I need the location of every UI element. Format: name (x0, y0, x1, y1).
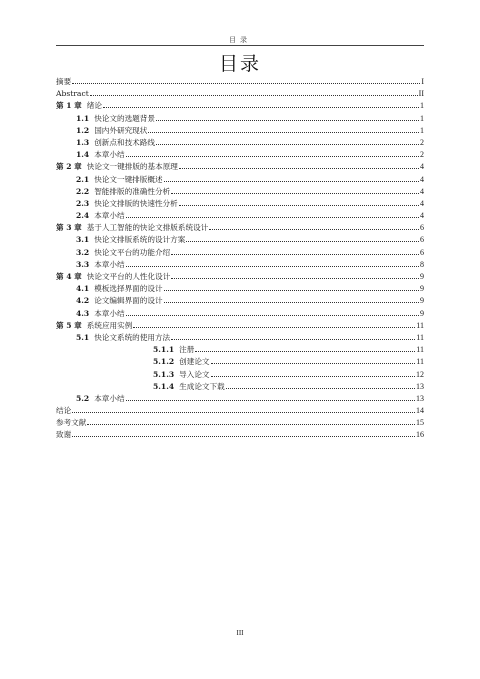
header-rule (56, 45, 424, 46)
toc-entry[interactable] (56, 308, 424, 320)
toc-dot-leader (126, 156, 419, 157)
toc-dot-leader (87, 424, 415, 425)
toc-entry[interactable] (56, 429, 424, 441)
toc-entry[interactable] (56, 259, 424, 271)
toc-entry[interactable] (56, 88, 424, 100)
toc-entry-label: 本章小结 (94, 393, 125, 403)
toc-entry[interactable] (56, 113, 424, 125)
toc-entry-page: 8 (420, 259, 424, 269)
toc-entry[interactable] (56, 369, 424, 381)
toc-entry-label: 基于人工智能的快论文排版系统设计 (86, 223, 209, 233)
toc-entry[interactable] (56, 174, 424, 186)
toc-entry-page: I (421, 77, 424, 86)
toc-entry[interactable] (56, 186, 424, 198)
toc-entry-page: II (418, 89, 424, 99)
toc-entry-page: 6 (420, 247, 424, 257)
toc-dot-leader (90, 95, 418, 96)
toc-entry[interactable] (56, 161, 424, 173)
toc-entry-number: 1.1 (76, 113, 90, 123)
toc-dot-leader (72, 412, 415, 413)
toc-entry-page: 9 (420, 308, 424, 318)
toc-entry-label: 论文编辑界面的设计 (94, 296, 163, 306)
toc-entry-page: 4 (420, 211, 424, 221)
toc-entry-label: 创建论文 (179, 357, 210, 367)
toc-entry-label: 生成论文下载 (179, 381, 225, 391)
toc-dot-leader (164, 181, 419, 182)
toc-entry-number: 3.1 (76, 235, 90, 245)
toc-entry-number: 5.1.4 (153, 381, 175, 391)
toc-entry-label: 本章小结 (94, 259, 125, 269)
toc-entry-label: 参考文献 (56, 418, 87, 428)
toc-entry-page: 13 (416, 393, 424, 403)
toc-dot-leader (126, 400, 415, 401)
toc-dot-leader (103, 107, 419, 108)
toc-entry-number: 2.2 (76, 186, 90, 196)
toc-entry[interactable] (56, 210, 424, 222)
toc-entry-label: 绪论 (86, 101, 102, 111)
toc-entry-label: 结论 (56, 406, 72, 416)
toc-entry-number: 1.3 (76, 137, 90, 147)
toc-entry-page: 2 (420, 150, 424, 160)
toc-entry-number: 5.1 (76, 332, 90, 342)
toc-entry-label: 模板选择界面的设计 (94, 284, 163, 294)
toc-entry[interactable] (56, 247, 424, 259)
toc-entry[interactable] (56, 222, 424, 234)
toc-entry[interactable] (56, 344, 424, 356)
toc-dot-leader (209, 229, 419, 230)
toc-entry-label: 摘要 (56, 77, 72, 86)
toc-entry-number: 3.2 (76, 247, 90, 257)
toc-dot-leader (171, 339, 415, 340)
toc-dot-leader (72, 436, 415, 437)
toc-entry-number: 5.1.3 (153, 369, 175, 379)
toc-entry[interactable] (56, 295, 424, 307)
toc-entry-page: 1 (420, 113, 424, 123)
toc-entry-page: 11 (416, 320, 424, 330)
toc-entry-page: 11 (416, 357, 424, 367)
toc-entry-number: 第 2 章 (56, 162, 82, 172)
toc-entry[interactable] (56, 137, 424, 149)
toc-entry-number: 5.1.2 (153, 357, 175, 367)
toc-entry-label: 智能排版的准确性分析 (94, 186, 171, 196)
toc-entry[interactable] (56, 381, 424, 393)
toc-entry-page: 1 (420, 101, 424, 111)
toc-entry-page: 11 (416, 332, 424, 342)
toc-entry-page: 9 (420, 284, 424, 294)
toc-dot-leader (126, 266, 419, 267)
toc-entry-page: 15 (416, 418, 424, 428)
toc-entry-number: 5.2 (76, 393, 90, 403)
toc-dot-leader (133, 327, 415, 328)
toc-dot-leader (171, 254, 419, 255)
toc-entry-label: 快论文排版的快速性分析 (94, 198, 178, 208)
page-number: III (236, 629, 244, 637)
toc-entry-label: 导入论文 (179, 369, 210, 379)
toc-entry-label: Abstract (56, 89, 89, 99)
toc-title: 目录 (218, 53, 261, 75)
toc-dot-leader (171, 278, 419, 279)
toc-dot-leader (156, 120, 419, 121)
toc-entry-page: 4 (420, 198, 424, 208)
toc-entry-label: 快论文系统的使用方法 (94, 332, 171, 342)
toc-dot-leader (164, 302, 419, 303)
toc-entry-number: 4.3 (76, 308, 90, 318)
toc-entry[interactable] (56, 320, 424, 332)
toc-entry-number: 1.4 (76, 150, 90, 160)
toc-entry-label: 快论文平台的功能介绍 (94, 247, 171, 257)
toc-entry-number: 4.2 (76, 296, 90, 306)
toc-entry-number: 3.3 (76, 259, 90, 269)
toc-entry-label: 快论文一键排版的基本原理 (86, 162, 178, 172)
toc-list (56, 76, 424, 442)
toc-entry-label: 致谢 (56, 430, 72, 440)
toc-entry-label: 快论文一键排版概述 (94, 174, 163, 184)
toc-entry-number: 2.1 (76, 174, 90, 184)
toc-dot-leader (179, 205, 419, 206)
toc-entry-number: 第 1 章 (56, 101, 82, 111)
toc-entry-number: 4.1 (76, 284, 90, 294)
toc-entry[interactable] (56, 393, 424, 405)
toc-entry-page: 9 (420, 272, 424, 281)
toc-dot-leader (186, 241, 419, 242)
toc-entry-label: 快论文平台的人性化设计 (86, 272, 171, 281)
toc-entry-label: 快论文排版系统的设计方案 (94, 235, 186, 245)
toc-entry-page: 13 (416, 381, 424, 391)
toc-entry-label: 国内外研究现状 (94, 125, 148, 135)
toc-entry[interactable] (56, 100, 424, 112)
toc-entry-number: 2.3 (76, 198, 90, 208)
toc-entry[interactable] (56, 332, 424, 344)
toc-entry-page: 1 (420, 125, 424, 135)
toc-dot-leader (126, 315, 419, 316)
toc-dot-leader (211, 363, 416, 364)
toc-entry-number: 2.4 (76, 211, 90, 221)
toc-entry-page: 2 (420, 137, 424, 147)
toc-entry[interactable] (56, 149, 424, 161)
toc-entry-label: 快论文的选题背景 (94, 113, 155, 123)
toc-entry[interactable] (56, 405, 424, 417)
toc-entry-page: 14 (416, 406, 424, 416)
toc-entry[interactable] (56, 198, 424, 210)
toc-entry-label: 创新点和技术路线 (94, 137, 155, 147)
toc-entry-page: 9 (420, 296, 424, 306)
toc-entry-page: 6 (420, 223, 424, 233)
toc-entry-number: 第 3 章 (56, 223, 82, 233)
toc-entry[interactable] (56, 417, 424, 429)
toc-entry[interactable] (56, 125, 424, 137)
toc-dot-leader (171, 193, 419, 194)
toc-entry-page: 4 (420, 162, 424, 172)
toc-dot-leader (211, 376, 415, 377)
toc-entry[interactable] (56, 234, 424, 246)
toc-entry-page: 16 (416, 430, 424, 440)
running-header: 目录 (229, 36, 251, 44)
toc-entry[interactable] (56, 76, 424, 88)
toc-entry-page: 11 (416, 345, 424, 355)
toc-dot-leader (179, 168, 419, 169)
toc-entry-label: 本章小结 (94, 211, 125, 221)
toc-entry-label: 本章小结 (94, 308, 125, 318)
toc-entry-number: 1.2 (76, 125, 90, 135)
toc-entry-page: 4 (420, 174, 424, 184)
toc-dot-leader (156, 144, 419, 145)
toc-dot-leader (164, 290, 419, 291)
toc-entry-label: 系统应用实例 (86, 320, 133, 330)
toc-entry-label: 本章小结 (94, 150, 125, 160)
toc-entry[interactable] (56, 283, 424, 295)
toc-dot-leader (148, 132, 419, 133)
toc-entry-number: 5.1.1 (153, 345, 175, 355)
toc-entry-number: 第 4 章 (56, 272, 82, 281)
toc-entry[interactable] (56, 271, 424, 283)
toc-entry[interactable] (56, 356, 424, 368)
toc-entry-page: 12 (416, 369, 424, 379)
toc-entry-page: 4 (420, 186, 424, 196)
toc-entry-page: 6 (420, 235, 424, 245)
toc-dot-leader (126, 217, 419, 218)
toc-dot-leader (72, 83, 420, 84)
toc-entry-number: 第 5 章 (56, 320, 82, 330)
toc-dot-leader (226, 388, 415, 389)
toc-dot-leader (195, 351, 415, 352)
toc-entry-label: 注册 (179, 345, 195, 355)
